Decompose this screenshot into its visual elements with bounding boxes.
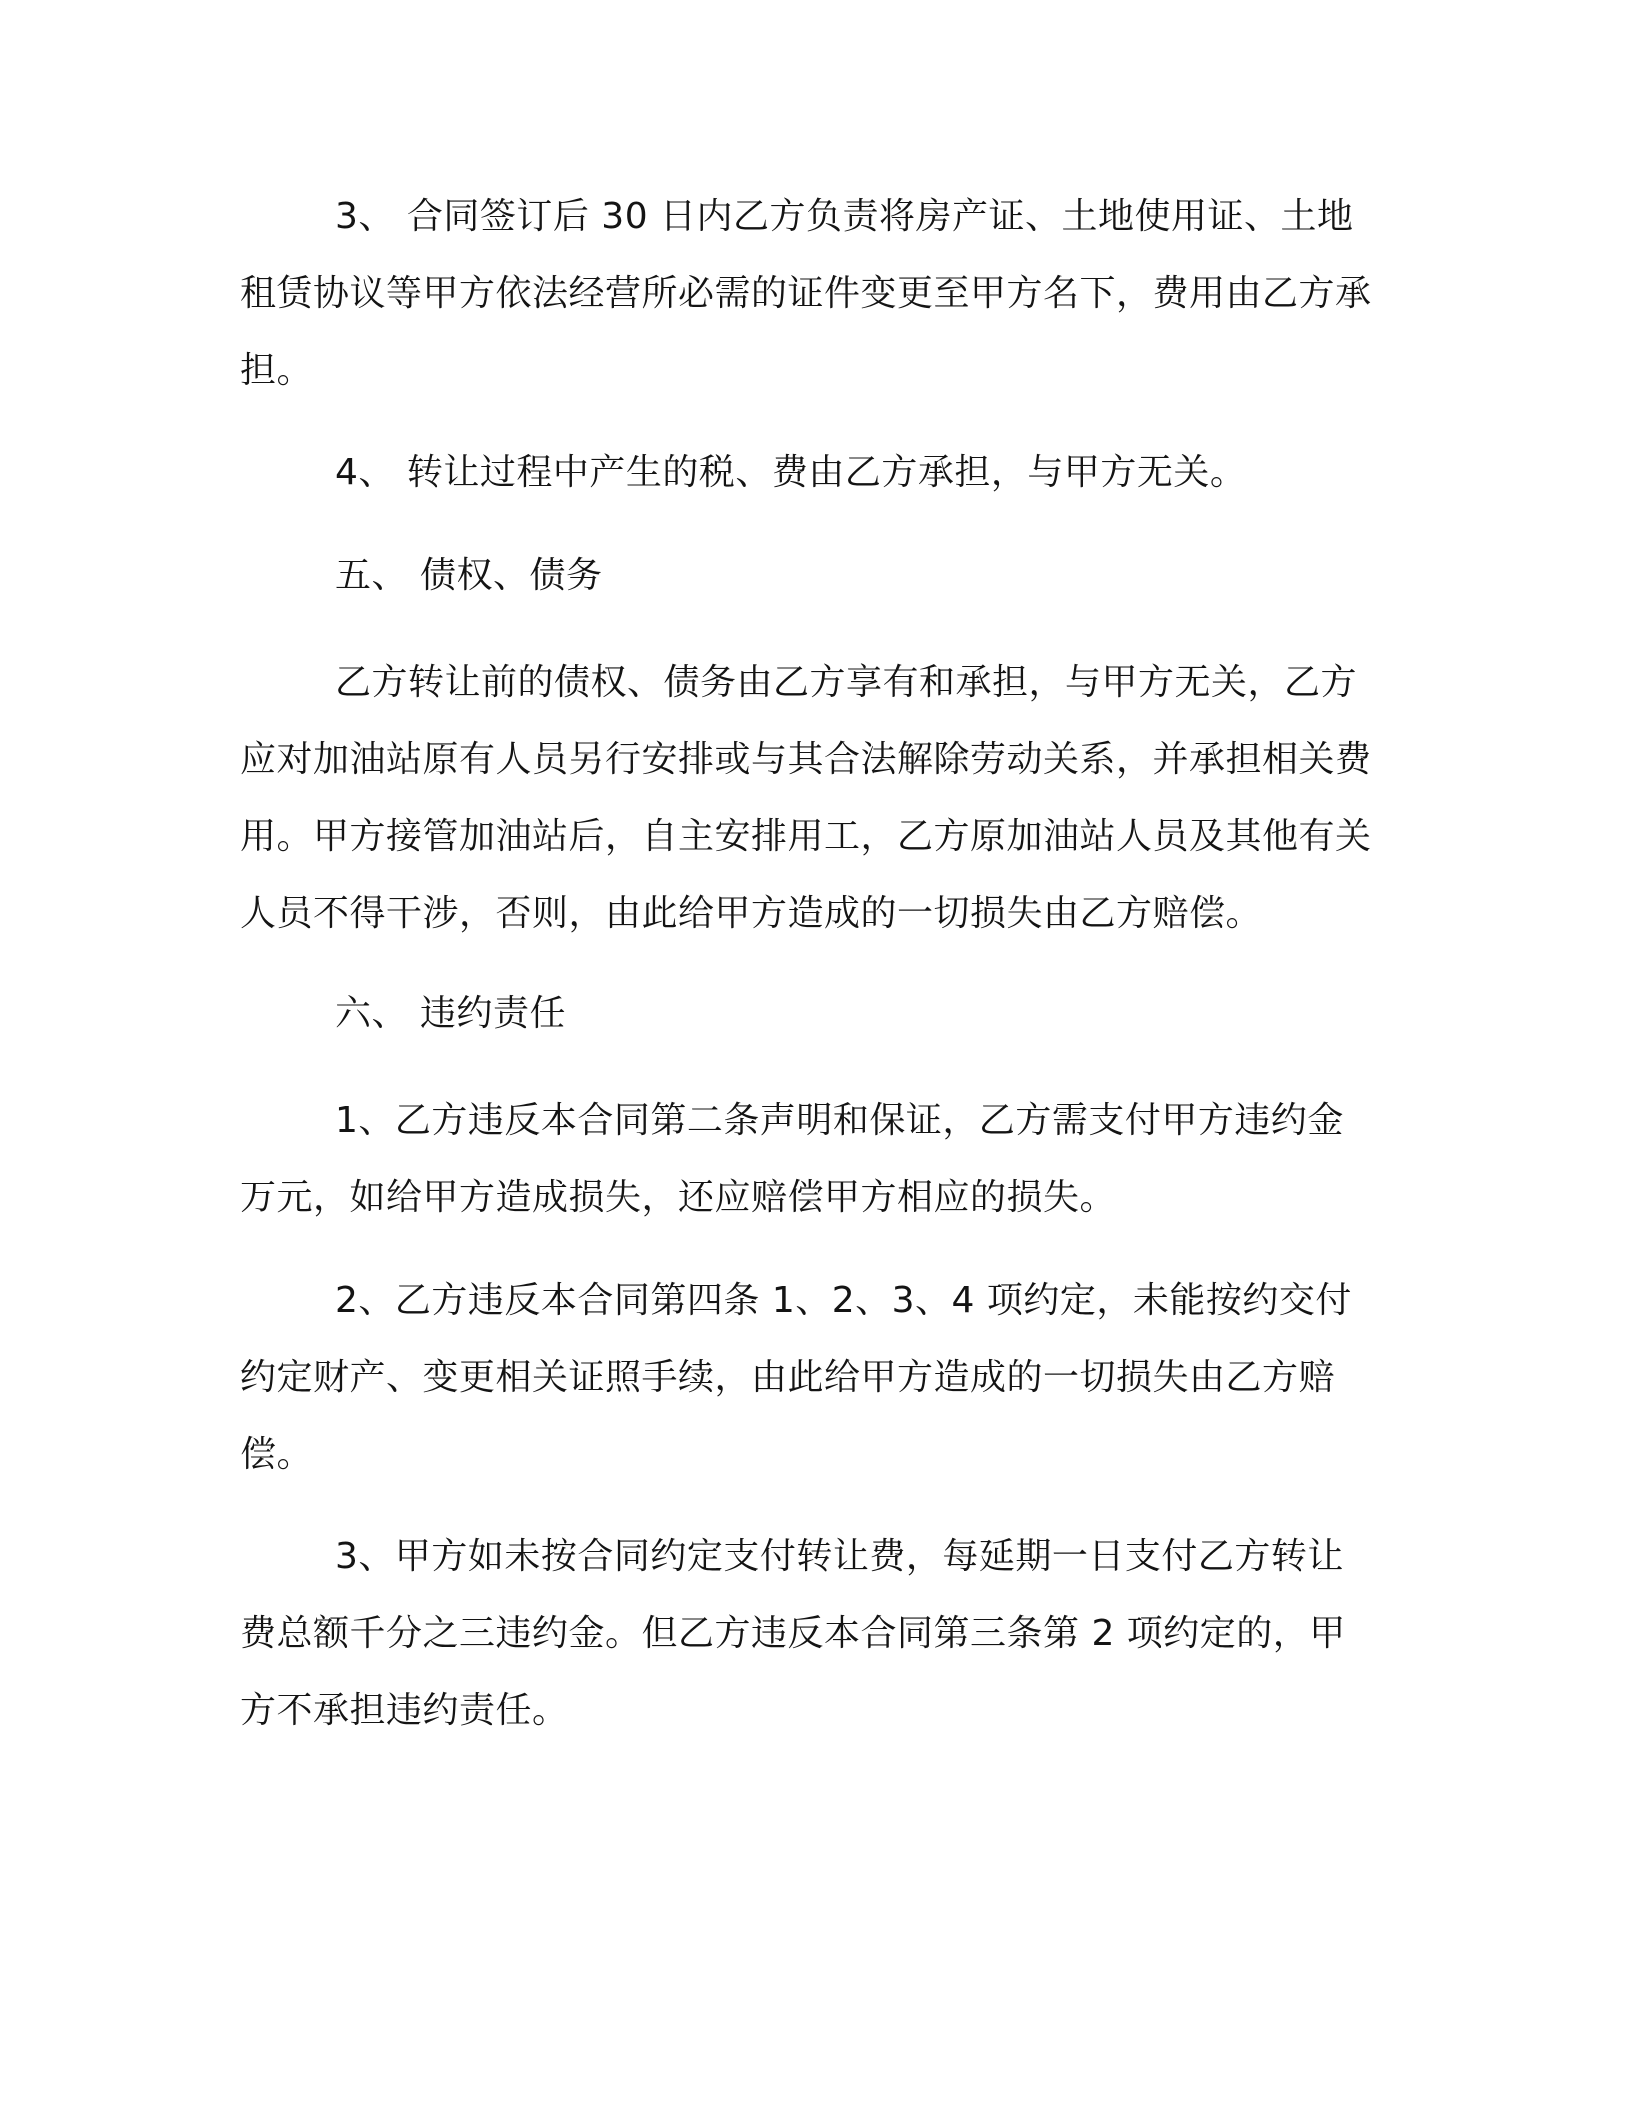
clause-6-3-paragraph: 3、甲方如未按合同约定支付转让费，每延期一日支付乙方转让费总额千分之三违约金。但乙方违反本合同第三条第 2 项约定的，甲方不承担违约责任。 <box>240 1536 1346 1731</box>
section-6-heading: 六、 违约责任 <box>335 993 566 1034</box>
clause-6-1-paragraph: 1、乙方违反本合同第二条声明和保证，乙方需支付甲方违约金万元，如给甲方造成损失，还应赔偿甲方相应的损失。 <box>240 1100 1344 1218</box>
section-5-body-paragraph: 乙方转让前的债权、债务由乙方享有和承担，与甲方无关，乙方应对加油站原有人员另行安排或与其合法解除劳动关系，并承担相关费用。甲方接管加油站后，自主安排用工，乙方原加油站人员及其他有关人员不得干涉，否则，由此给甲方造成的一切损失由乙方赔偿。 <box>240 662 1372 934</box>
clause-6-2-paragraph: 2、乙方违反本合同第四条 1、2、3、4 项约定，未能按约交付约定财产、变更相关证照手续，由此给甲方造成的一切损失由乙方赔偿。 <box>240 1280 1352 1475</box>
clause-4-3-paragraph: 3、 合同签订后 30 日内乙方负责将房产证、土地使用证、土地租赁协议等甲方依法经营所必需的证件变更至甲方名下，费用由乙方承担。 <box>240 196 1372 391</box>
clause-4-4-paragraph: 4、 转让过程中产生的税、费由乙方承担，与甲方无关。 <box>335 452 1247 493</box>
section-5-heading: 五、 债权、债务 <box>335 555 603 596</box>
